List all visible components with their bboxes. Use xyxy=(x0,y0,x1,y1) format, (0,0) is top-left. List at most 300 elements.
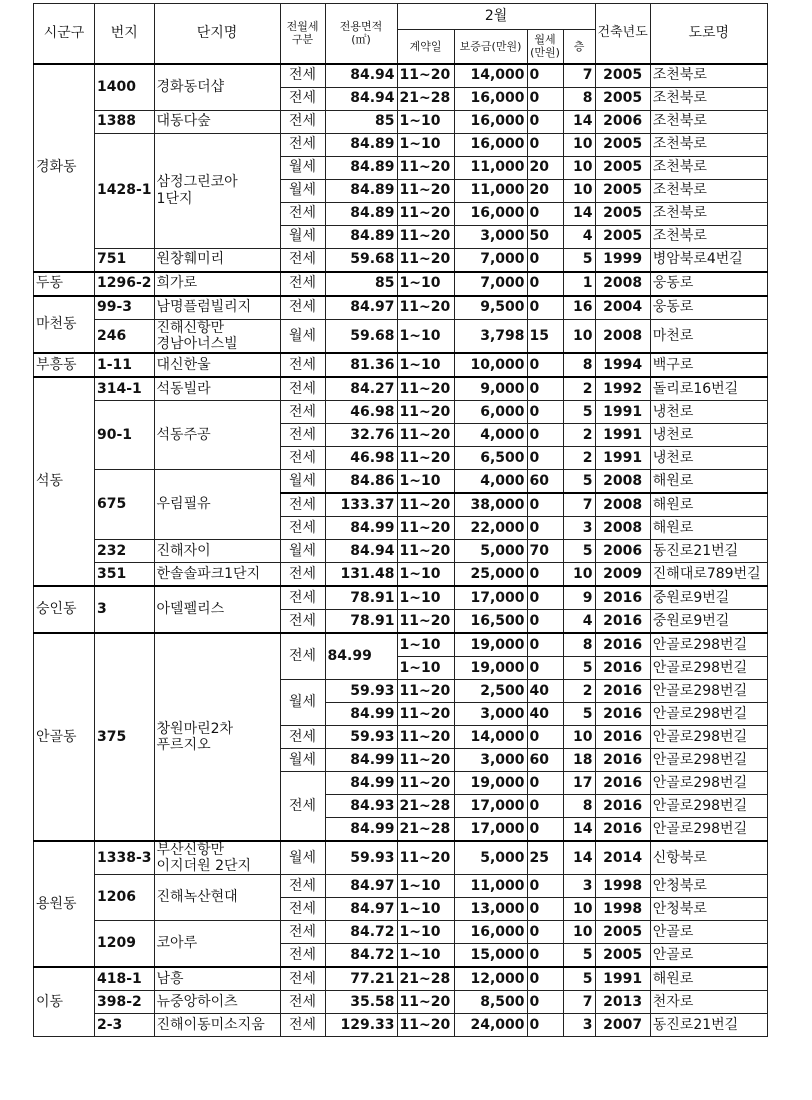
complex-name-cell: 석동빌라 xyxy=(154,377,280,401)
built-year-cell: 2005 xyxy=(595,943,650,967)
road-name-cell: 해원로 xyxy=(650,493,767,517)
built-year-cell: 2005 xyxy=(595,64,650,88)
table-row xyxy=(34,841,768,875)
monthly-rent-cell: 40 xyxy=(527,702,563,725)
complex-name-cell: 희가로 xyxy=(154,272,280,296)
lease-type-cell: 전세 xyxy=(280,586,325,610)
area-cell: 78.91 xyxy=(325,586,397,610)
built-year-cell: 2005 xyxy=(595,920,650,943)
table-row xyxy=(34,469,768,493)
deposit-cell: 3,000 xyxy=(454,225,527,248)
road-name-cell: 안골로298번길 xyxy=(650,748,767,771)
header-month: 2월 xyxy=(397,4,595,30)
area-cell: 84.72 xyxy=(325,943,397,967)
area-cell: 84.99 xyxy=(325,633,397,680)
floor-cell: 8 xyxy=(563,794,595,817)
lease-type-cell: 전세 xyxy=(280,562,325,586)
header-complex: 단지명 xyxy=(154,4,280,64)
area-cell: 59.93 xyxy=(325,725,397,748)
floor-cell: 14 xyxy=(563,817,595,841)
monthly-rent-cell: 0 xyxy=(527,353,563,377)
monthly-rent-cell: 0 xyxy=(527,516,563,539)
contract-day-cell: 1~10 xyxy=(397,897,454,920)
road-name-cell: 중원로9번길 xyxy=(650,586,767,610)
contract-day-cell: 11~20 xyxy=(397,377,454,401)
header-deposit: 보증금(만원) xyxy=(454,30,527,64)
table-row xyxy=(34,1013,768,1036)
table-row xyxy=(34,400,768,423)
floor-cell: 10 xyxy=(563,725,595,748)
monthly-rent-cell: 0 xyxy=(527,400,563,423)
transaction-table xyxy=(33,3,768,1037)
monthly-rent-cell: 0 xyxy=(527,423,563,446)
complex-name-cell: 진해자이 xyxy=(154,539,280,562)
lot-cell: 1388 xyxy=(95,110,155,133)
floor-cell: 14 xyxy=(563,110,595,133)
floor-cell: 5 xyxy=(563,248,595,272)
deposit-cell: 5,000 xyxy=(454,539,527,562)
complex-name-cell: 뉴중앙하이츠 xyxy=(154,990,280,1013)
header-lease-type: 전월세 구분 xyxy=(280,4,325,64)
built-year-cell: 2005 xyxy=(595,133,650,156)
deposit-cell: 7,000 xyxy=(454,248,527,272)
monthly-rent-cell: 0 xyxy=(527,64,563,88)
built-year-cell: 2005 xyxy=(595,179,650,202)
built-year-cell: 2016 xyxy=(595,725,650,748)
area-cell: 84.99 xyxy=(325,748,397,771)
floor-cell: 9 xyxy=(563,586,595,610)
contract-day-cell: 11~20 xyxy=(397,225,454,248)
lease-type-cell: 전세 xyxy=(280,377,325,401)
built-year-cell: 1998 xyxy=(595,897,650,920)
header-floor: 층 xyxy=(563,30,595,64)
lease-type-cell: 월세 xyxy=(280,156,325,179)
lease-type-cell: 전세 xyxy=(280,202,325,225)
area-cell: 84.86 xyxy=(325,469,397,493)
deposit-cell: 16,000 xyxy=(454,110,527,133)
deposit-cell: 4,000 xyxy=(454,423,527,446)
lot-cell: 351 xyxy=(95,562,155,586)
monthly-rent-cell: 0 xyxy=(527,493,563,517)
floor-cell: 4 xyxy=(563,225,595,248)
deposit-cell: 5,000 xyxy=(454,841,527,875)
road-name-cell: 백구로 xyxy=(650,353,767,377)
lease-type-cell: 전세 xyxy=(280,423,325,446)
complex-name-cell: 우림필유 xyxy=(154,469,280,539)
monthly-rent-cell: 0 xyxy=(527,817,563,841)
lease-type-cell: 전세 xyxy=(280,110,325,133)
built-year-cell: 1999 xyxy=(595,248,650,272)
contract-day-cell: 21~28 xyxy=(397,967,454,991)
floor-cell: 10 xyxy=(563,562,595,586)
monthly-rent-cell: 0 xyxy=(527,296,563,320)
district-cell: 마천동 xyxy=(34,296,95,353)
lease-type-cell: 전세 xyxy=(280,633,325,680)
floor-cell: 3 xyxy=(563,1013,595,1036)
built-year-cell: 2016 xyxy=(595,633,650,657)
deposit-cell: 16,000 xyxy=(454,920,527,943)
lease-type-cell: 전세 xyxy=(280,87,325,110)
deposit-cell: 12,000 xyxy=(454,967,527,991)
road-name-cell: 안청북로 xyxy=(650,874,767,897)
contract-day-cell: 21~28 xyxy=(397,87,454,110)
lease-type-cell: 전세 xyxy=(280,296,325,320)
contract-day-cell: 1~10 xyxy=(397,943,454,967)
complex-name-cell: 삼정그린코아 1단지 xyxy=(154,133,280,248)
road-name-cell: 냉천로 xyxy=(650,423,767,446)
table-row xyxy=(34,633,768,657)
lease-type-cell: 전세 xyxy=(280,967,325,991)
road-name-cell: 안골로298번길 xyxy=(650,633,767,657)
header-district: 시군구 xyxy=(34,4,95,64)
deposit-cell: 17,000 xyxy=(454,586,527,610)
lease-type-cell: 전세 xyxy=(280,400,325,423)
table-row xyxy=(34,319,768,353)
road-name-cell: 안골로298번길 xyxy=(650,817,767,841)
deposit-cell: 17,000 xyxy=(454,794,527,817)
built-year-cell: 1998 xyxy=(595,874,650,897)
built-year-cell: 2014 xyxy=(595,841,650,875)
monthly-rent-cell: 0 xyxy=(527,1013,563,1036)
floor-cell: 10 xyxy=(563,179,595,202)
deposit-cell: 3,000 xyxy=(454,702,527,725)
floor-cell: 10 xyxy=(563,156,595,179)
lot-cell: 1209 xyxy=(95,920,155,967)
lease-type-cell: 전세 xyxy=(280,353,325,377)
floor-cell: 7 xyxy=(563,493,595,517)
table-row xyxy=(34,967,768,991)
lease-type-cell: 전세 xyxy=(280,897,325,920)
complex-name-cell: 한솔솔파크1단지 xyxy=(154,562,280,586)
contract-day-cell: 21~28 xyxy=(397,817,454,841)
road-name-cell: 웅동로 xyxy=(650,272,767,296)
table-row xyxy=(34,539,768,562)
table-row xyxy=(34,110,768,133)
contract-day-cell: 1~10 xyxy=(397,353,454,377)
built-year-cell: 2005 xyxy=(595,225,650,248)
area-cell: 59.68 xyxy=(325,248,397,272)
lease-type-cell: 전세 xyxy=(280,771,325,841)
built-year-cell: 2005 xyxy=(595,87,650,110)
deposit-cell: 8,500 xyxy=(454,990,527,1013)
area-cell: 84.99 xyxy=(325,702,397,725)
header-area: 전용면적 (㎡) xyxy=(325,4,397,64)
floor-cell: 2 xyxy=(563,423,595,446)
road-name-cell: 진해대로789번길 xyxy=(650,562,767,586)
monthly-rent-cell: 0 xyxy=(527,110,563,133)
district-cell: 부흥동 xyxy=(34,353,95,377)
lot-cell: 1296-2 xyxy=(95,272,155,296)
lease-type-cell: 전세 xyxy=(280,990,325,1013)
built-year-cell: 2006 xyxy=(595,539,650,562)
contract-day-cell: 11~20 xyxy=(397,702,454,725)
lease-type-cell: 월세 xyxy=(280,179,325,202)
floor-cell: 8 xyxy=(563,87,595,110)
road-name-cell: 안골로 xyxy=(650,943,767,967)
monthly-rent-cell: 0 xyxy=(527,725,563,748)
area-cell: 59.68 xyxy=(325,319,397,353)
deposit-cell: 9,000 xyxy=(454,377,527,401)
contract-day-cell: 1~10 xyxy=(397,133,454,156)
road-name-cell: 신항북로 xyxy=(650,841,767,875)
built-year-cell: 2008 xyxy=(595,469,650,493)
monthly-rent-cell: 0 xyxy=(527,771,563,794)
floor-cell: 1 xyxy=(563,272,595,296)
monthly-rent-cell: 0 xyxy=(527,609,563,633)
area-cell: 84.89 xyxy=(325,202,397,225)
contract-day-cell: 11~20 xyxy=(397,400,454,423)
deposit-cell: 3,798 xyxy=(454,319,527,353)
floor-cell: 10 xyxy=(563,319,595,353)
area-cell: 84.89 xyxy=(325,156,397,179)
deposit-cell: 22,000 xyxy=(454,516,527,539)
monthly-rent-cell: 0 xyxy=(527,794,563,817)
area-cell: 84.94 xyxy=(325,64,397,88)
area-cell: 32.76 xyxy=(325,423,397,446)
complex-name-cell: 아델펠리스 xyxy=(154,586,280,633)
lease-type-cell: 전세 xyxy=(280,1013,325,1036)
lease-type-cell: 전세 xyxy=(280,64,325,88)
road-name-cell: 중원로9번길 xyxy=(650,609,767,633)
deposit-cell: 2,500 xyxy=(454,679,527,702)
built-year-cell: 2016 xyxy=(595,748,650,771)
floor-cell: 18 xyxy=(563,748,595,771)
table-row xyxy=(34,874,768,897)
lease-type-cell: 전세 xyxy=(280,248,325,272)
road-name-cell: 해원로 xyxy=(650,967,767,991)
deposit-cell: 17,000 xyxy=(454,817,527,841)
floor-cell: 17 xyxy=(563,771,595,794)
lot-cell: 1428-1 xyxy=(95,133,155,248)
lot-cell: 99-3 xyxy=(95,296,155,320)
floor-cell: 8 xyxy=(563,633,595,657)
contract-day-cell: 1~10 xyxy=(397,469,454,493)
table-row xyxy=(34,64,768,88)
built-year-cell: 2016 xyxy=(595,794,650,817)
deposit-cell: 16,500 xyxy=(454,609,527,633)
lot-cell: 675 xyxy=(95,469,155,539)
floor-cell: 5 xyxy=(563,539,595,562)
contract-day-cell: 11~20 xyxy=(397,516,454,539)
contract-day-cell: 1~10 xyxy=(397,272,454,296)
road-name-cell: 마천로 xyxy=(650,319,767,353)
monthly-rent-cell: 50 xyxy=(527,225,563,248)
area-cell: 131.48 xyxy=(325,562,397,586)
lot-cell: 314-1 xyxy=(95,377,155,401)
floor-cell: 5 xyxy=(563,469,595,493)
built-year-cell: 2008 xyxy=(595,516,650,539)
contract-day-cell: 11~20 xyxy=(397,609,454,633)
floor-cell: 14 xyxy=(563,841,595,875)
road-name-cell: 해원로 xyxy=(650,516,767,539)
floor-cell: 8 xyxy=(563,353,595,377)
deposit-cell: 11,000 xyxy=(454,156,527,179)
contract-day-cell: 11~20 xyxy=(397,841,454,875)
monthly-rent-cell: 15 xyxy=(527,319,563,353)
deposit-cell: 15,000 xyxy=(454,943,527,967)
lot-cell: 90-1 xyxy=(95,400,155,469)
area-cell: 85 xyxy=(325,272,397,296)
built-year-cell: 2013 xyxy=(595,990,650,1013)
area-cell: 84.93 xyxy=(325,794,397,817)
deposit-cell: 6,500 xyxy=(454,446,527,469)
header-lot: 번지 xyxy=(95,4,155,64)
floor-cell: 2 xyxy=(563,679,595,702)
area-cell: 59.93 xyxy=(325,679,397,702)
contract-day-cell: 11~20 xyxy=(397,179,454,202)
road-name-cell: 조천북로 xyxy=(650,64,767,88)
monthly-rent-cell: 20 xyxy=(527,179,563,202)
lot-cell: 1338-3 xyxy=(95,841,155,875)
built-year-cell: 1994 xyxy=(595,353,650,377)
lease-type-cell: 전세 xyxy=(280,609,325,633)
table-row xyxy=(34,920,768,943)
floor-cell: 5 xyxy=(563,943,595,967)
lease-type-cell: 월세 xyxy=(280,319,325,353)
monthly-rent-cell: 0 xyxy=(527,377,563,401)
area-cell: 85 xyxy=(325,110,397,133)
contract-day-cell: 1~10 xyxy=(397,319,454,353)
contract-day-cell: 11~20 xyxy=(397,725,454,748)
contract-day-cell: 1~10 xyxy=(397,656,454,679)
monthly-rent-cell: 0 xyxy=(527,87,563,110)
complex-name-cell: 남명플럼빌리지 xyxy=(154,296,280,320)
deposit-cell: 25,000 xyxy=(454,562,527,586)
contract-day-cell: 21~28 xyxy=(397,794,454,817)
area-cell: 84.99 xyxy=(325,516,397,539)
road-name-cell: 동진로21번길 xyxy=(650,539,767,562)
monthly-rent-cell: 0 xyxy=(527,633,563,657)
road-name-cell: 안골로298번길 xyxy=(650,771,767,794)
area-cell: 84.97 xyxy=(325,874,397,897)
lot-cell: 398-2 xyxy=(95,990,155,1013)
floor-cell: 7 xyxy=(563,64,595,88)
district-cell: 경화동 xyxy=(34,64,95,272)
lot-cell: 418-1 xyxy=(95,967,155,991)
header-contract-day: 계약일 xyxy=(397,30,454,64)
area-cell: 84.89 xyxy=(325,225,397,248)
floor-cell: 2 xyxy=(563,446,595,469)
header-monthly-rent: 월세 (만원) xyxy=(527,30,563,64)
monthly-rent-cell: 0 xyxy=(527,920,563,943)
floor-cell: 5 xyxy=(563,656,595,679)
floor-cell: 5 xyxy=(563,967,595,991)
contract-day-cell: 1~10 xyxy=(397,562,454,586)
table-row xyxy=(34,586,768,610)
built-year-cell: 2005 xyxy=(595,156,650,179)
road-name-cell: 조천북로 xyxy=(650,87,767,110)
monthly-rent-cell: 0 xyxy=(527,874,563,897)
contract-day-cell: 11~20 xyxy=(397,156,454,179)
built-year-cell: 2007 xyxy=(595,1013,650,1036)
road-name-cell: 돌리로16번길 xyxy=(650,377,767,401)
road-name-cell: 병암북로4번길 xyxy=(650,248,767,272)
area-cell: 133.37 xyxy=(325,493,397,517)
monthly-rent-cell: 70 xyxy=(527,539,563,562)
road-name-cell: 조천북로 xyxy=(650,225,767,248)
area-cell: 78.91 xyxy=(325,609,397,633)
contract-day-cell: 11~20 xyxy=(397,1013,454,1036)
contract-day-cell: 11~20 xyxy=(397,493,454,517)
deposit-cell: 3,000 xyxy=(454,748,527,771)
lease-type-cell: 월세 xyxy=(280,539,325,562)
monthly-rent-cell: 40 xyxy=(527,679,563,702)
district-cell: 이동 xyxy=(34,967,95,1037)
lease-type-cell: 전세 xyxy=(280,446,325,469)
contract-day-cell: 11~20 xyxy=(397,748,454,771)
lease-type-cell: 전세 xyxy=(280,874,325,897)
deposit-cell: 6,000 xyxy=(454,400,527,423)
deposit-cell: 16,000 xyxy=(454,133,527,156)
road-name-cell: 안골로298번길 xyxy=(650,702,767,725)
contract-day-cell: 1~10 xyxy=(397,874,454,897)
road-name-cell: 안골로298번길 xyxy=(650,679,767,702)
area-cell: 129.33 xyxy=(325,1013,397,1036)
deposit-cell: 13,000 xyxy=(454,897,527,920)
built-year-cell: 1991 xyxy=(595,423,650,446)
deposit-cell: 10,000 xyxy=(454,353,527,377)
floor-cell: 5 xyxy=(563,400,595,423)
contract-day-cell: 11~20 xyxy=(397,202,454,225)
deposit-cell: 7,000 xyxy=(454,272,527,296)
header-road: 도로명 xyxy=(650,4,767,64)
contract-day-cell: 1~10 xyxy=(397,586,454,610)
table-row xyxy=(34,562,768,586)
monthly-rent-cell: 0 xyxy=(527,586,563,610)
floor-cell: 4 xyxy=(563,609,595,633)
table-row xyxy=(34,296,768,320)
table-row xyxy=(34,353,768,377)
district-cell: 용원동 xyxy=(34,841,95,967)
floor-cell: 10 xyxy=(563,133,595,156)
lease-type-cell: 월세 xyxy=(280,469,325,493)
road-name-cell: 냉천로 xyxy=(650,400,767,423)
road-name-cell: 안골로298번길 xyxy=(650,725,767,748)
built-year-cell: 2008 xyxy=(595,272,650,296)
floor-cell: 3 xyxy=(563,874,595,897)
floor-cell: 16 xyxy=(563,296,595,320)
road-name-cell: 조천북로 xyxy=(650,179,767,202)
complex-name-cell: 부산신항만 이지더원 2단지 xyxy=(154,841,280,875)
contract-day-cell: 11~20 xyxy=(397,539,454,562)
floor-cell: 10 xyxy=(563,920,595,943)
floor-cell: 5 xyxy=(563,702,595,725)
area-cell: 46.98 xyxy=(325,400,397,423)
deposit-cell: 16,000 xyxy=(454,202,527,225)
floor-cell: 10 xyxy=(563,897,595,920)
road-name-cell: 동진로21번길 xyxy=(650,1013,767,1036)
area-cell: 59.93 xyxy=(325,841,397,875)
contract-day-cell: 11~20 xyxy=(397,771,454,794)
built-year-cell: 2016 xyxy=(595,586,650,610)
monthly-rent-cell: 0 xyxy=(527,897,563,920)
contract-day-cell: 1~10 xyxy=(397,633,454,657)
lease-type-cell: 전세 xyxy=(280,516,325,539)
area-cell: 81.36 xyxy=(325,353,397,377)
built-year-cell: 1991 xyxy=(595,967,650,991)
area-cell: 77.21 xyxy=(325,967,397,991)
table-row xyxy=(34,272,768,296)
area-cell: 84.94 xyxy=(325,87,397,110)
deposit-cell: 19,000 xyxy=(454,656,527,679)
deposit-cell: 11,000 xyxy=(454,874,527,897)
deposit-cell: 19,000 xyxy=(454,633,527,657)
lot-cell: 1400 xyxy=(95,64,155,111)
complex-name-cell: 진해이동미소지움 xyxy=(154,1013,280,1036)
lease-type-cell: 월세 xyxy=(280,679,325,725)
contract-day-cell: 11~20 xyxy=(397,446,454,469)
lease-type-cell: 전세 xyxy=(280,133,325,156)
